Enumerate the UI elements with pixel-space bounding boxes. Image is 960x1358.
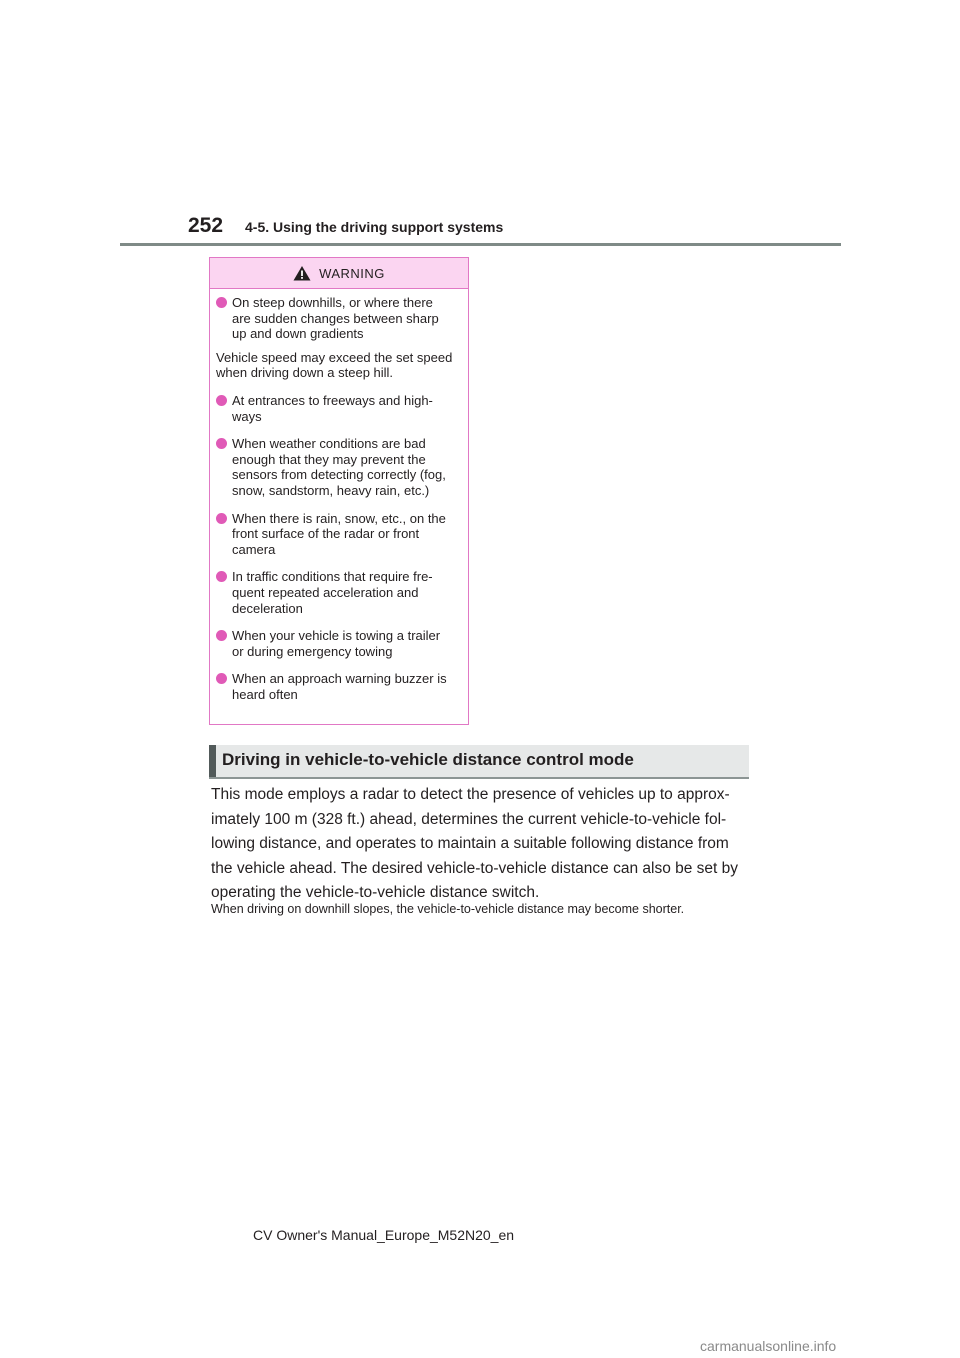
section-heading: Driving in vehicle-to-vehicle distance control mode	[222, 750, 634, 769]
warning-item	[216, 393, 454, 424]
bullet-icon	[216, 395, 227, 406]
warning-item-text: At entrances to freeways and high-ways	[232, 392, 433, 424]
bullet-icon	[216, 673, 227, 684]
header-rule	[120, 243, 841, 246]
bullet-icon	[216, 513, 227, 524]
warning-item	[216, 628, 454, 659]
warning-item	[216, 436, 454, 498]
section-heading-bar	[209, 745, 749, 779]
warning-item-text: When an approach warning buzzer is heard often	[232, 671, 447, 702]
warning-note: Vehicle speed may exceed the set speed when driving down a steep hill.	[216, 349, 453, 381]
warning-item	[216, 671, 454, 702]
bullet-icon	[216, 438, 227, 449]
bullet-icon	[216, 630, 227, 641]
body-paragraph: This mode employs a radar to detect the presence of vehicles up to approx-imately 100 m (328 ft.) ahead, determines the current vehicle-to-vehicle fol-lowing distance, and operates to maintain a suitable following distance from the vehicle ahead. The desired vehicle-to-vehicle distance can also be set by operating the vehicle-to-vehicle distance switch.	[211, 786, 739, 901]
warning-box	[209, 257, 469, 725]
watermark: carmanualsonline.info	[700, 1338, 837, 1354]
warning-item-text: In traffic conditions that require fre-quent repeated acceleration and deceleration	[232, 569, 433, 616]
warning-header	[210, 258, 468, 289]
warning-triangle-icon	[293, 265, 311, 281]
warning-item	[216, 569, 454, 616]
page-number: 252	[188, 214, 224, 237]
body-note: When driving on downhill slopes, the vehicle-to-vehicle distance may become shorter.	[211, 902, 685, 916]
warning-item-text: When weather conditions are bad enough that they may prevent the sensors from detecting correctly (fog, snow, sandstorm, heavy rain, etc.)	[232, 436, 446, 498]
section-title: 4-5. Using the driving support systems	[245, 219, 504, 235]
bullet-icon	[216, 571, 227, 582]
footer-manual-name: CV Owner's Manual_Europe_M52N20_en	[253, 1227, 515, 1243]
warning-body	[210, 289, 468, 702]
warning-item-text: When there is rain, snow, etc., on the front surface of the radar or front camera	[232, 510, 446, 557]
warning-item-text: On steep downhills, or where there are sudden changes between sharp up and down gradients	[232, 295, 439, 342]
bullet-icon	[216, 297, 227, 308]
heading-accent	[209, 745, 216, 777]
warning-item	[216, 295, 454, 342]
warning-item-text: When your vehicle is towing a trailer or during emergency towing	[232, 628, 441, 659]
warning-title: WARNING	[319, 265, 385, 281]
warning-item	[216, 511, 454, 558]
